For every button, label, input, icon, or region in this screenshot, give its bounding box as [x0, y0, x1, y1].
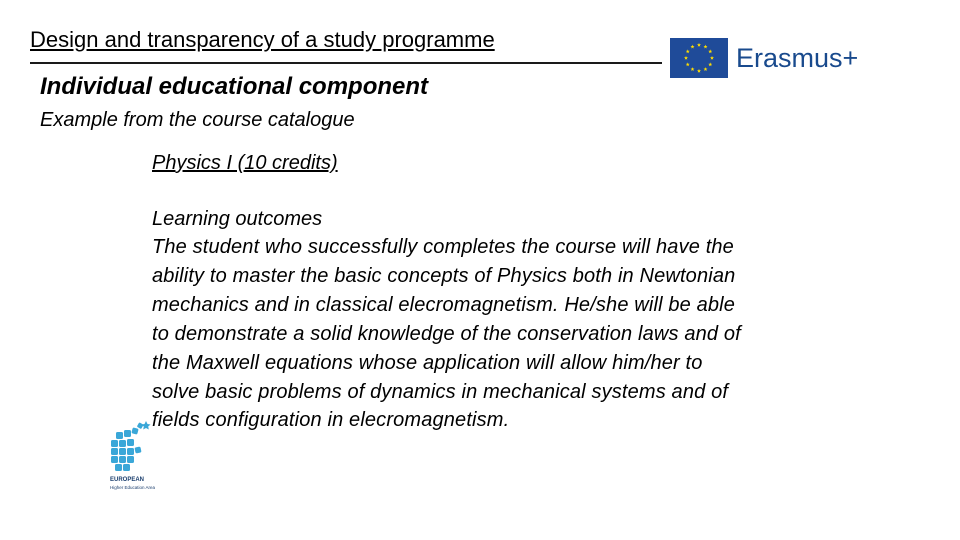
ehea-subtitle: Higher Education Area: [110, 485, 156, 490]
text-line: the Maxwell equations whose application will allow him/her to: [152, 351, 703, 374]
ehea-logo: [108, 418, 172, 494]
slide-caption: Example from the course catalogue: [40, 109, 355, 131]
text-line: The student who successfully completes the course will have the: [152, 236, 734, 258]
learning-outcomes-text: [152, 233, 872, 435]
text-line: to demonstrate a solid knowledge of the conservation laws and of: [152, 322, 741, 345]
title-divider: [30, 62, 662, 64]
course-title: Physics I (10 credits): [152, 152, 338, 174]
slide-subtitle: Individual educational component: [40, 73, 429, 100]
erasmus-logo: [670, 38, 870, 82]
ehea-name: EUROPEAN: [110, 477, 145, 483]
ehea-puzzle-icon: [108, 418, 172, 476]
erasmus-wordmark: Erasmus+: [736, 43, 859, 73]
learning-outcomes-heading: Learning outcomes: [152, 208, 323, 230]
text-line: ability to master the basic concepts of Physics both in Newtonian: [152, 264, 736, 287]
text-line: fields configuration in elecromagnetism.: [152, 409, 510, 432]
text-line: mechanics and in classical elecromagnetism. He/she will be able: [152, 293, 736, 316]
eu-flag-icon: [670, 38, 728, 78]
text-line: solve basic problems of dynamics in mechanical systems and of: [152, 380, 729, 403]
slide-title: Design and transparency of a study programme: [30, 27, 495, 52]
